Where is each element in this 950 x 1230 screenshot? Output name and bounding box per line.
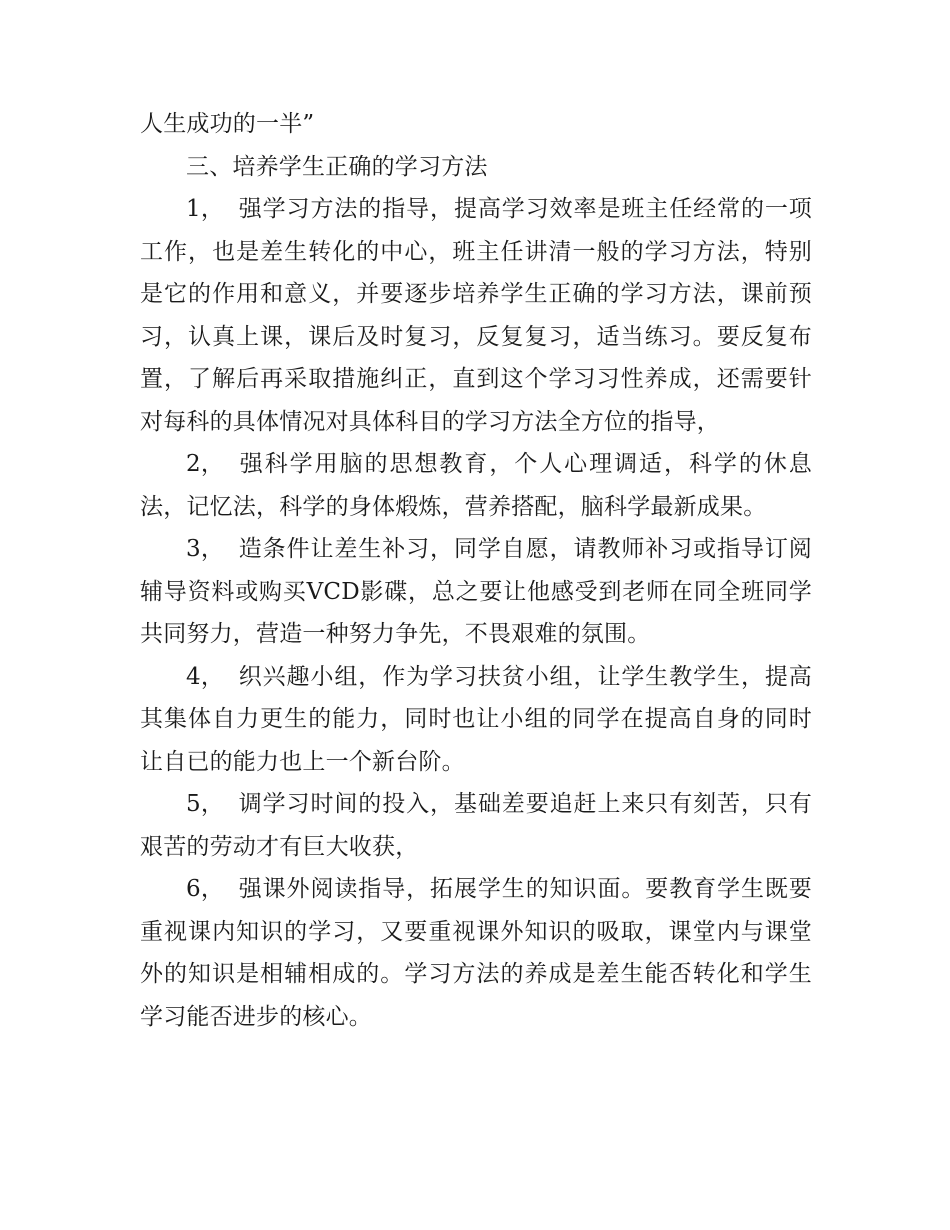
section-heading-text: 三、培养学生正确的学习方法 [186, 153, 488, 180]
list-item-number: 1， [186, 196, 225, 222]
list-item-number: 6， [186, 876, 225, 902]
list-item-text: 强课外阅读指导，拓展学生的知识面。要教育学生既要重视课内知识的学习，又要重视课外知识的吸取，课堂内与课堂外的知识是相辅相成的。学习方法的养成是差生能否转化和学生学习能否进步的核心。 [140, 876, 812, 1030]
section-heading [140, 146, 812, 189]
list-item-3 [140, 528, 812, 656]
list-item-number: 3， [186, 536, 225, 562]
list-item-6 [140, 868, 812, 1038]
document-page [140, 103, 812, 1038]
list-item-number: 5， [186, 791, 225, 817]
list-item-2 [140, 443, 812, 528]
paragraph-text: 人生成功的一半” [140, 111, 315, 137]
list-item-1 [140, 188, 812, 443]
list-item-text: 织兴趣小组，作为学习扶贫小组，让学生教学生，提高其集体自力更生的能力，同时也让小组的同学在提高自身的同时让自已的能力也上一个新台阶。 [140, 663, 812, 775]
list-item-number: 2， [186, 451, 225, 477]
list-item-text: 调学习时间的投入，基础差要追赶上来只有刻苦，只有艰苦的劳动才有巨大收获， [140, 791, 812, 860]
list-item-5 [140, 783, 812, 868]
paragraph-continuation [140, 103, 812, 146]
list-item-text: 强学习方法的指导，提高学习效率是班主任经常的一项工作，也是差生转化的中心，班主任讲清一般的学习方法，特别是它的作用和意义，并要逐步培养学生正确的学习方法，课前预习，认真上课，课后及时复习，反复复习，适当练习。要反复布置，了解后再采取措施纠正，直到这个学习习性养成，还需要针对每科的具体情况对具体科目的学习方法全方位的指导， [140, 196, 812, 435]
list-item-text: 强科学用脑的思想教育，个人心理调适，科学的休息法，记忆法，科学的身体煅炼，营养搭配，脑科学最新成果。 [140, 451, 812, 520]
list-item-text: 造条件让差生补习，同学自愿，请教师补习或指导订阅辅导资料或购买VCD影碟，总之要让他感受到老师在同全班同学共同努力，营造一种努力争先，不畏艰难的氛围。 [140, 536, 812, 647]
list-item-number: 4， [186, 663, 225, 690]
list-item-4 [140, 656, 812, 784]
